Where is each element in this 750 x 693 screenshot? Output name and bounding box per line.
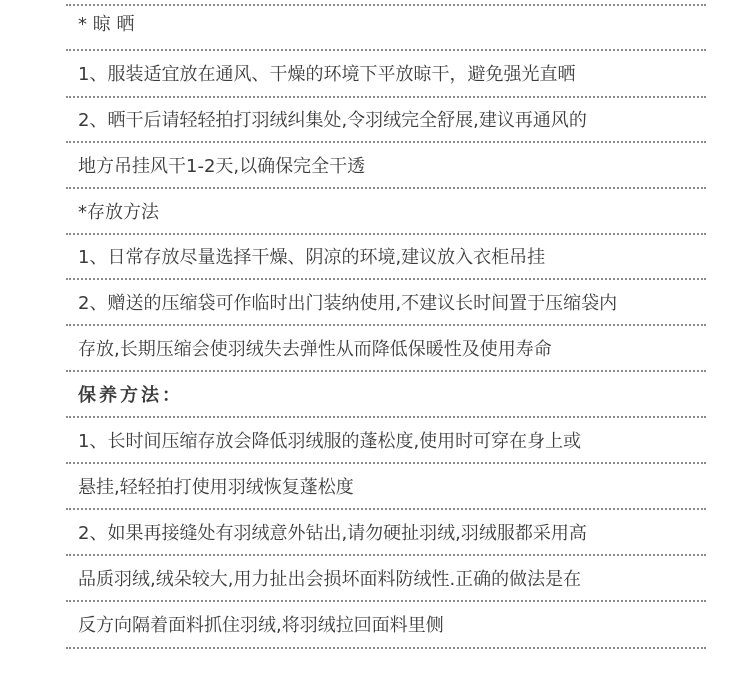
storage-step-1: 1、日常存放尽量选择干燥、阴凉的环境,建议放入衣柜吊挂 xyxy=(78,247,546,268)
dotted-divider xyxy=(66,462,706,464)
dotted-divider xyxy=(66,4,706,6)
storage-step-2: 2、赠送的压缩袋可作临时出门装纳使用,不建议长时间置于压缩袋内 xyxy=(78,293,618,314)
drying-step-2-cont: 地方吊挂风干1-2天,以确保完全干透 xyxy=(78,156,366,177)
dotted-divider xyxy=(66,187,706,189)
dotted-divider xyxy=(66,508,706,510)
dotted-divider xyxy=(66,233,706,235)
maintenance-step-1-cont: 悬挂,轻轻拍打使用羽绒恢复蓬松度 xyxy=(78,477,354,498)
dotted-divider xyxy=(66,416,706,418)
maintenance-step-2: 2、如果再接缝处有羽绒意外钻出,请勿硬扯羽绒,羽绒服都采用高 xyxy=(78,523,587,544)
drying-step-2: 2、晒干后请轻轻拍打羽绒纠集处,令羽绒完全舒展,建议再通风的 xyxy=(78,110,587,131)
heading-drying: * 晾 晒 xyxy=(78,14,135,35)
dotted-divider xyxy=(66,554,706,556)
dotted-divider xyxy=(66,278,706,280)
storage-step-2-cont: 存放,长期压缩会使羽绒失去弹性从而降低保暖性及使用寿命 xyxy=(78,339,552,360)
dotted-divider xyxy=(66,324,706,326)
maintenance-step-2-cont-2: 反方向隔着面料抓住羽绒,将羽绒拉回面料里侧 xyxy=(78,615,444,636)
drying-step-1: 1、服装适宜放在通风、干燥的环境下平放晾干，避免强光直晒 xyxy=(78,64,576,85)
dotted-divider xyxy=(66,600,706,602)
heading-storage: *存放方法 xyxy=(78,202,159,223)
dotted-divider xyxy=(66,141,706,143)
dotted-divider xyxy=(66,647,706,649)
maintenance-step-1: 1、长时间压缩存放会降低羽绒服的蓬松度,使用时可穿在身上或 xyxy=(78,431,582,452)
heading-maintenance: 保养方法： xyxy=(78,385,183,406)
dotted-divider xyxy=(66,96,706,98)
maintenance-step-2-cont-1: 品质羽绒,绒朵较大,用力扯出会损坏面料防绒性.正确的做法是在 xyxy=(78,569,582,590)
dotted-divider xyxy=(66,370,706,372)
dotted-divider xyxy=(66,49,706,51)
